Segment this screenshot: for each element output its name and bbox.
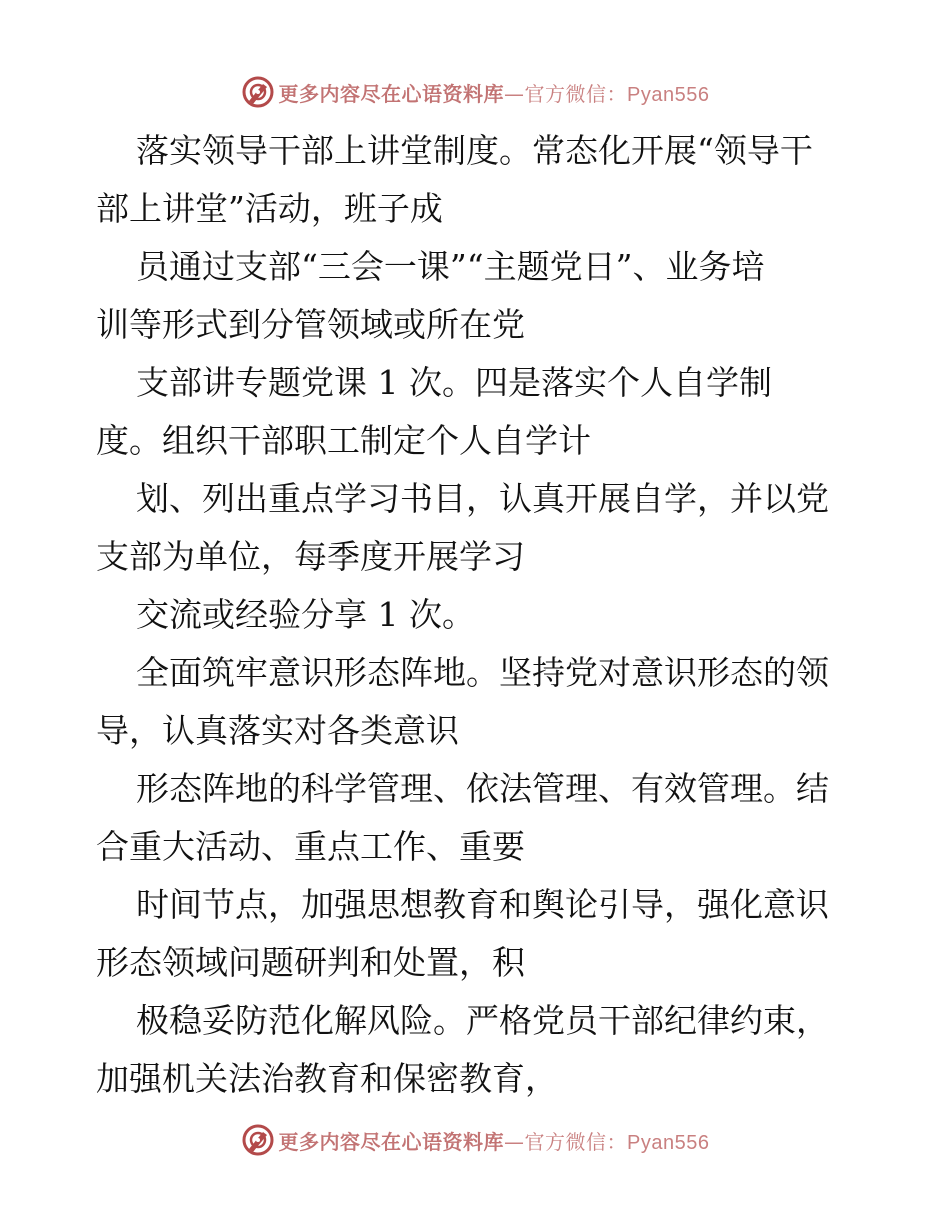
header-separator: — xyxy=(504,81,525,106)
header-wechat-label: 官方微信： xyxy=(524,81,628,106)
text-line: 员通过支部“三会一课”“主题党日”、业务培 xyxy=(136,247,765,286)
text-line: 导，认真落实对各类意识 xyxy=(96,711,459,750)
footer-wechat-label: 官方微信： xyxy=(524,1129,628,1154)
text-line: 极稳妥防范化解风险。严格党员干部纪律约束， xyxy=(136,1001,829,1040)
header-library-text: 更多内容尽在心语资料库 xyxy=(278,81,505,106)
text-line: 交流或经验分享 1 次。 xyxy=(136,595,475,634)
text-line: 全面筑牢意识形态阵地。坚持党对意识形态的领 xyxy=(136,653,829,692)
text-line: 支部讲专题党课 1 次。四是落实个人自学制 xyxy=(136,363,772,402)
text-line: 落实领导干部上讲堂制度。常态化开展“领导干 xyxy=(136,131,813,170)
text-line: 加强机关法治教育和保密教育， xyxy=(96,1059,558,1098)
text-line: 训等形式到分管领域或所在党 xyxy=(96,305,525,344)
document-body xyxy=(96,122,856,1108)
text-line: 合重大活动、重点工作、重要 xyxy=(96,827,525,866)
text-line: 度。组织干部职工制定个人自学计 xyxy=(96,421,591,460)
footer-watermark xyxy=(0,1120,950,1160)
header-watermark xyxy=(0,72,950,112)
text-line: 部上讲堂”活动，班子成 xyxy=(96,189,443,228)
header-watermark-text xyxy=(279,78,710,107)
library-logo-icon xyxy=(241,75,275,109)
header-wechat-id: Pyan556 xyxy=(627,83,710,106)
footer-watermark-text xyxy=(279,1126,710,1155)
text-line: 划、列出重点学习书目，认真开展自学，并以党 xyxy=(136,479,829,518)
footer-separator: — xyxy=(504,1129,525,1154)
text-line: 形态领域问题研判和处置，积 xyxy=(96,943,525,982)
text-line: 支部为单位，每季度开展学习 xyxy=(96,537,525,576)
footer-library-text: 更多内容尽在心语资料库 xyxy=(278,1129,505,1154)
text-line: 时间节点，加强思想教育和舆论引导，强化意识 xyxy=(136,885,829,924)
text-line: 形态阵地的科学管理、依法管理、有效管理。结 xyxy=(136,769,829,808)
footer-wechat-id: Pyan556 xyxy=(627,1131,710,1154)
library-logo-icon xyxy=(241,1123,275,1157)
